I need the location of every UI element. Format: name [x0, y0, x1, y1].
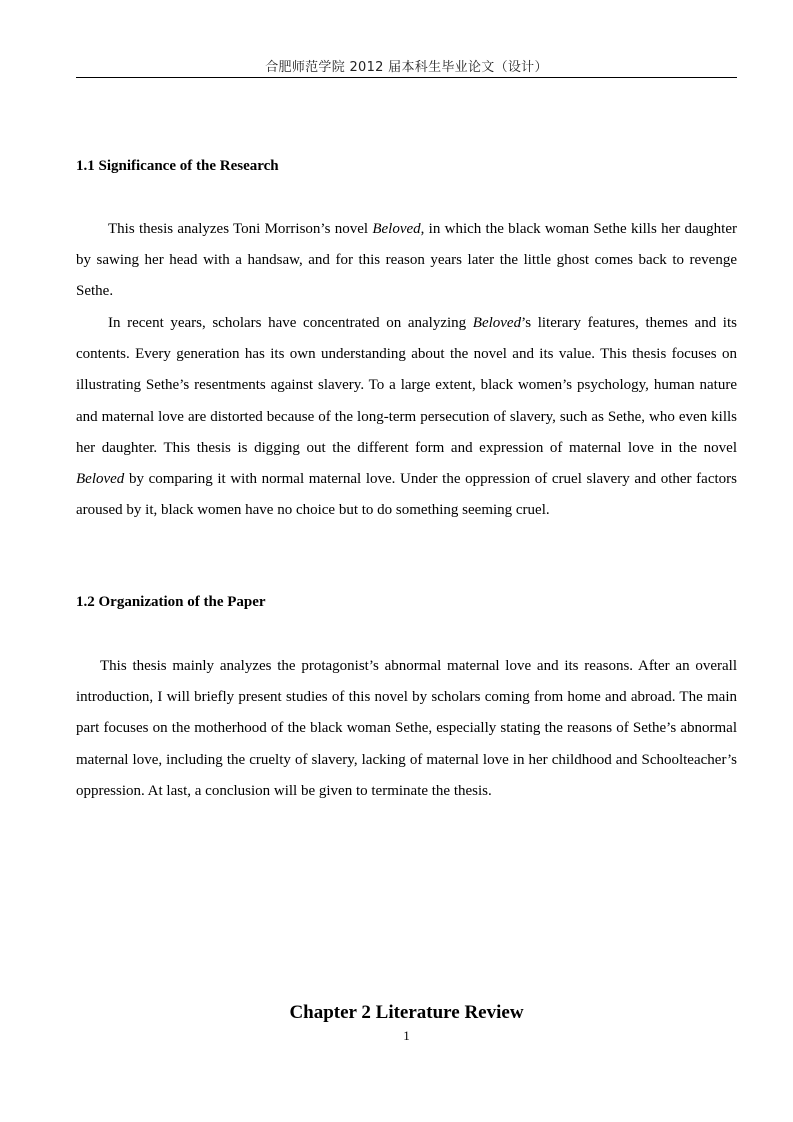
page-number: 1 — [403, 1028, 410, 1043]
novel-title: Beloved — [372, 221, 421, 237]
paragraph-text: , in which the black woman Sethe kills her daughter by sawing her head with a handsaw, and for this reason years later the little ghost comes back to revenge Sethe. — [76, 221, 737, 300]
section-heading-1-1: 1.1 Significance of the Research — [76, 158, 279, 174]
header-rule — [76, 77, 737, 78]
section-heading-1-2: 1.2 Organization of the Paper — [76, 594, 266, 610]
paragraph-text: by comparing it with normal maternal love. Under the oppression of cruel slavery and other factors aroused by it, black women have no choice but to do something seeming cruel. — [76, 471, 737, 519]
novel-title: Beloved — [472, 315, 522, 331]
paragraph-text: This thesis analyzes Toni Morrison’s novel — [108, 221, 373, 237]
chapter-title: Chapter 2 Literature Review — [289, 1002, 524, 1023]
paragraph-organization: This thesis mainly analyzes the protagonist’s abnormal maternal love and its reasons. After an overall introduction, I will briefly present studies of this novel by scholars coming from home and abroad. The main part focuses on the motherhood of the black woman Sethe, especially stating the reasons of Sethe’s abnormal maternal love, including the cruelty of slavery, lacking of maternal love in her childhood and Schoolteacher’s oppression. At last, a conclusion will be given to terminate the thesis. — [76, 658, 737, 799]
paragraph-significance-1 — [76, 214, 737, 308]
novel-title: Beloved — [76, 471, 125, 488]
paragraph-text: In recent years, scholars have concentrated on analyzing — [108, 315, 473, 331]
paragraph-significance-2 — [76, 308, 737, 526]
running-header: 合肥师范学院 2012 届本科生毕业论文（设计） — [265, 60, 548, 75]
paragraph-text: ’s literary features, themes and its contents. Every generation has its own understanding about the novel and its value. This thesis focuses on illustrating Sethe’s resentments against slavery. To a large extent, black women’s psychology, human nature and maternal love are distorted because of the long-term persecution of slavery, such as Sethe, who even kills her daughter. This thesis is digging out the different form and expression of maternal love in the novel — [76, 315, 737, 456]
